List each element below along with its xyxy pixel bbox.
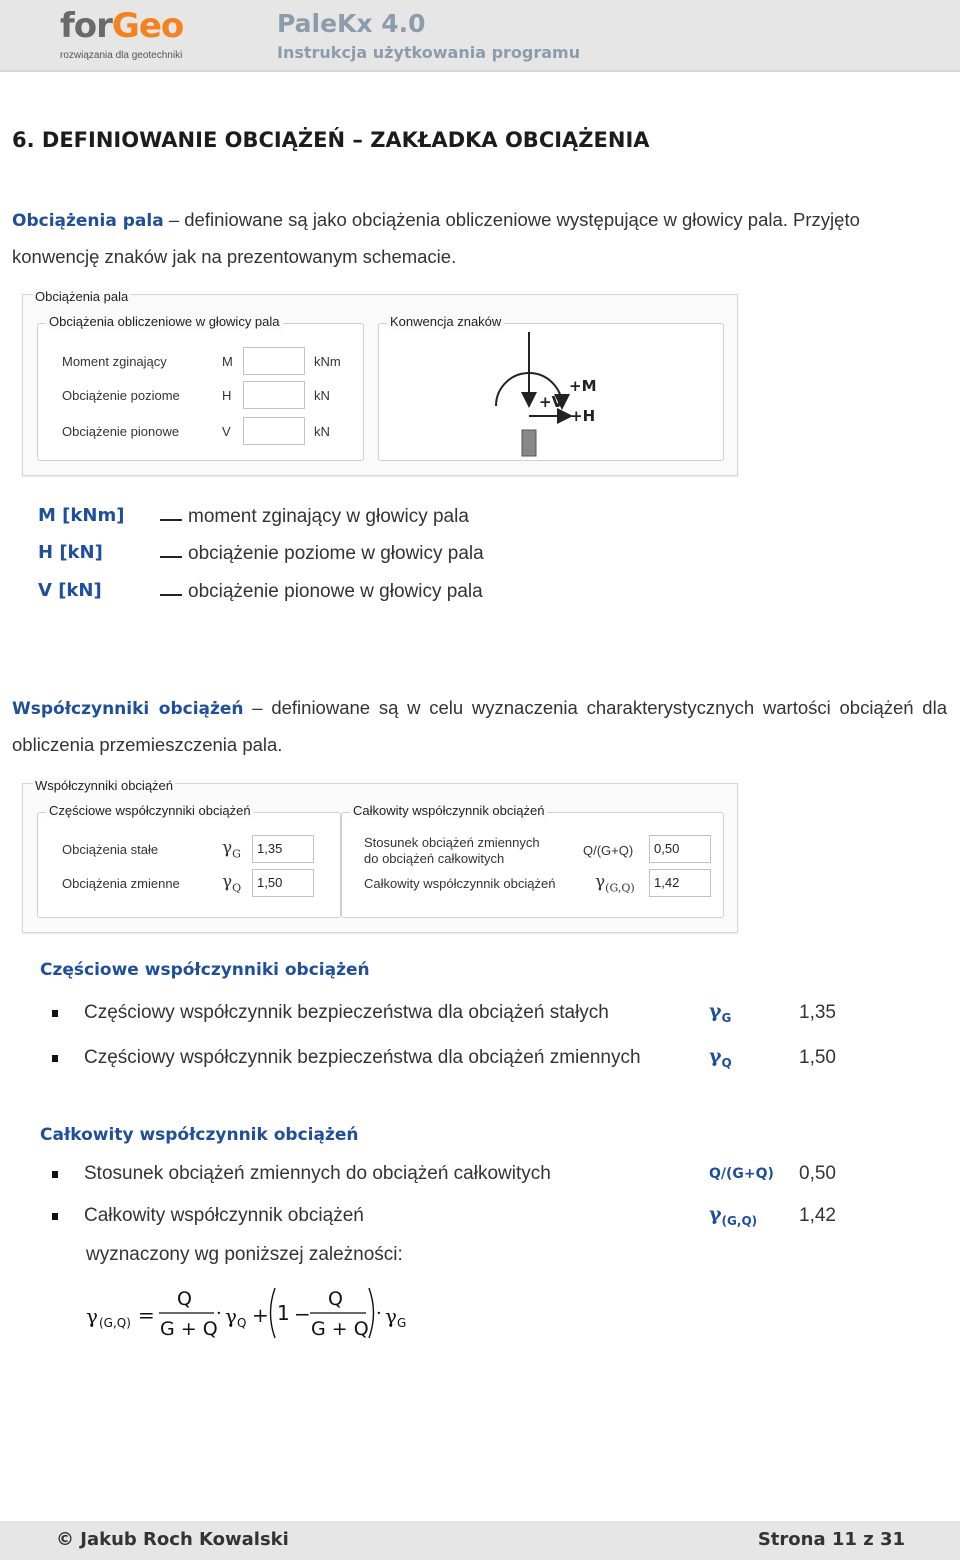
- coefficients-paragraph: [12, 690, 947, 762]
- definition-symbol: V [kN]: [38, 580, 102, 601]
- dash: [160, 556, 182, 558]
- coefficients-panel: [22, 778, 738, 933]
- definition-text: moment zginający w głowicy pala: [188, 506, 469, 527]
- dash: [160, 519, 182, 521]
- partial-coefficient-item-text: Częściowy współczynnik bezpieczeństwa dla obciążeń stałych: [84, 1002, 609, 1023]
- formula-lhs: γ: [86, 1304, 98, 1328]
- partial-coefficient-item-text: Częściowy współczynnik bezpieczeństwa dla obciążeń zmiennych: [84, 1047, 641, 1068]
- definition-symbol: H [kN]: [38, 542, 103, 563]
- sign-convention-diagram: [379, 324, 725, 462]
- footer-copyright: © Jakub Roch Kowalski: [56, 1529, 289, 1550]
- design-loads-group: [37, 314, 364, 461]
- formula-gamma-g-sub: G: [397, 1316, 407, 1330]
- horizontal-load-label: Obciążenie poziome: [62, 388, 180, 403]
- total-coefficient-item-text: Stosunek obciążeń zmiennych do obciążeń całkowitych: [84, 1163, 551, 1184]
- coefficients-panel-title: Współczynniki obciążeń: [35, 778, 174, 793]
- gamma-q-input[interactable]: 1,50: [252, 869, 314, 897]
- moment-symbol: M: [222, 354, 233, 369]
- horizontal-load-symbol: H: [222, 388, 232, 403]
- bullet-icon: [52, 1171, 58, 1178]
- ratio-value: 0,50: [799, 1163, 836, 1184]
- moment-label: Moment zginający: [62, 354, 167, 369]
- design-loads-group-title: Obciążenia obliczeniowe w głowicy pala: [46, 314, 283, 329]
- sign-convention-group-title: Konwencja znaków: [387, 314, 504, 329]
- page-header: [0, 0, 960, 72]
- partial-coefficients-group: [37, 803, 341, 918]
- total-coefficient-formula: [80, 1278, 440, 1348]
- loads-panel-title: Obciążenia pala: [35, 289, 129, 304]
- horizontal-load-unit: kN: [314, 388, 330, 403]
- page-number: Strona 11 z 31: [757, 1529, 905, 1550]
- formula-plus: +: [252, 1303, 269, 1327]
- m-sign-label: +M: [569, 377, 597, 395]
- gamma-g-value: 1,35: [799, 1002, 836, 1023]
- coefficients-text: – definiowane są w celu wyznaczenia charakterystycznych wartości obciążeń dla obliczenia przemieszczenia pala.: [12, 697, 947, 755]
- total-coefficient-item-text: Całkowity współczynnik obciążeń: [84, 1205, 364, 1226]
- partial-coefficients-group-title: Częściowe współczynniki obciążeń: [46, 803, 254, 818]
- moment-input[interactable]: [243, 347, 305, 375]
- intro-term: Obciążenia pala: [12, 211, 164, 231]
- formula-gamma-g: γ: [385, 1304, 397, 1328]
- bullet-icon: [52, 1010, 58, 1017]
- gamma-q-value: 1,50: [799, 1047, 836, 1068]
- formula-numerator-1: Q: [177, 1288, 192, 1310]
- definition-row: [38, 580, 638, 610]
- total-coefficient-group: [341, 803, 724, 918]
- gamma-gq-symbol: $\gamma_{(G,Q)}$: [595, 872, 635, 895]
- definition-symbol: M [kNm]: [38, 505, 125, 526]
- formula-lhs-sub: (G,Q): [99, 1316, 131, 1330]
- formula-dot: ·: [376, 1303, 382, 1324]
- total-coefficient-group-title: Całkowity współczynnik obciążeń: [350, 803, 547, 818]
- definition-row: [38, 505, 638, 535]
- logo-part-1: for: [60, 6, 112, 46]
- vertical-load-label: Obciążenie pionowe: [62, 424, 180, 439]
- vertical-load-input[interactable]: [243, 417, 305, 445]
- definition-row: [38, 542, 638, 572]
- logo-tagline: rozwiązania dla geotechniki: [60, 50, 183, 61]
- formula-dot: ·: [216, 1303, 222, 1324]
- moment-unit: kNm: [314, 354, 341, 369]
- loads-panel: [22, 289, 738, 476]
- pile-icon: [522, 430, 536, 456]
- formula-caption: wyznaczony wg poniższej zależności:: [86, 1244, 403, 1265]
- gamma-gq-symbol: $\gamma_{(G,Q)}$: [709, 1203, 758, 1228]
- page-footer: [0, 1521, 960, 1560]
- dash: [160, 594, 182, 596]
- gamma-q-symbol: $\gamma_Q$: [709, 1045, 732, 1070]
- formula-minus: −: [294, 1302, 311, 1326]
- vertical-load-unit: kN: [314, 424, 330, 439]
- section-title: 6. DEFINIOWANIE OBCIĄŻEŃ – ZAKŁADKA OBCIĄŻENIA: [12, 128, 650, 152]
- permanent-loads-label: Obciążenia stałe: [62, 842, 159, 857]
- gamma-gq-input[interactable]: 1,42: [649, 869, 711, 897]
- h-sign-label: +H: [570, 407, 596, 425]
- app-title: PaleKx 4.0: [277, 9, 426, 38]
- formula-gamma-q-sub: Q: [237, 1316, 247, 1330]
- formula-denominator-1: G + Q: [160, 1318, 218, 1340]
- v-sign-label: +V: [539, 393, 564, 411]
- ratio-symbol: Q/(G+Q): [583, 843, 634, 858]
- gamma-gq-value: 1,42: [799, 1205, 836, 1226]
- definition-text: obciążenie poziome w głowicy pala: [188, 543, 484, 564]
- ratio-label-line-1: Stosunek obciążeń zmiennych: [364, 835, 540, 850]
- bullet-icon: [52, 1055, 58, 1062]
- gamma-q-symbol: $\gamma_Q$: [222, 872, 242, 895]
- intro-paragraph: [12, 202, 947, 274]
- gamma-g-symbol: $\gamma_G$: [709, 1000, 732, 1025]
- partial-coefficients-heading: Częściowe współczynniki obciążeń: [40, 960, 370, 980]
- formula-numerator-2: Q: [328, 1288, 343, 1310]
- formula-equals: =: [138, 1303, 155, 1327]
- logo-part-2: Geo: [111, 6, 184, 46]
- variable-loads-label: Obciążenia zmienne: [62, 876, 180, 891]
- forgeo-logo: [58, 6, 198, 64]
- ratio-label-line-2: do obciążeń całkowitych: [364, 851, 505, 866]
- ratio-symbol: Q/(G+Q): [709, 1166, 774, 1182]
- formula-one: 1: [277, 1301, 290, 1325]
- left-paren: [271, 1288, 276, 1338]
- formula-gamma-q: γ: [225, 1304, 237, 1328]
- gamma-g-input[interactable]: 1,35: [252, 835, 314, 863]
- coefficients-term: Współczynniki obciążeń: [12, 699, 244, 719]
- intro-text: – definiowane są jako obciążenia obliczeniowe występujące w głowicy pala. Przyjęto konwencję znaków jak na prezentowanym schemacie.: [12, 209, 860, 267]
- ratio-input[interactable]: 0,50: [649, 835, 711, 863]
- right-paren: [369, 1288, 374, 1338]
- horizontal-load-input[interactable]: [243, 381, 305, 409]
- document-subtitle: Instrukcja użytkowania programu: [277, 43, 581, 62]
- gamma-g-symbol: $\gamma_G$: [222, 838, 241, 861]
- formula-denominator-2: G + Q: [311, 1318, 369, 1340]
- definition-text: obciążenie pionowe w głowicy pala: [188, 581, 483, 602]
- sign-convention-group: [378, 314, 724, 461]
- bullet-icon: [52, 1213, 58, 1220]
- total-coefficient-label: Całkowity współczynnik obciążeń: [364, 876, 556, 891]
- vertical-load-symbol: V: [222, 424, 231, 439]
- total-coefficient-heading: Całkowity współczynnik obciążeń: [40, 1125, 359, 1145]
